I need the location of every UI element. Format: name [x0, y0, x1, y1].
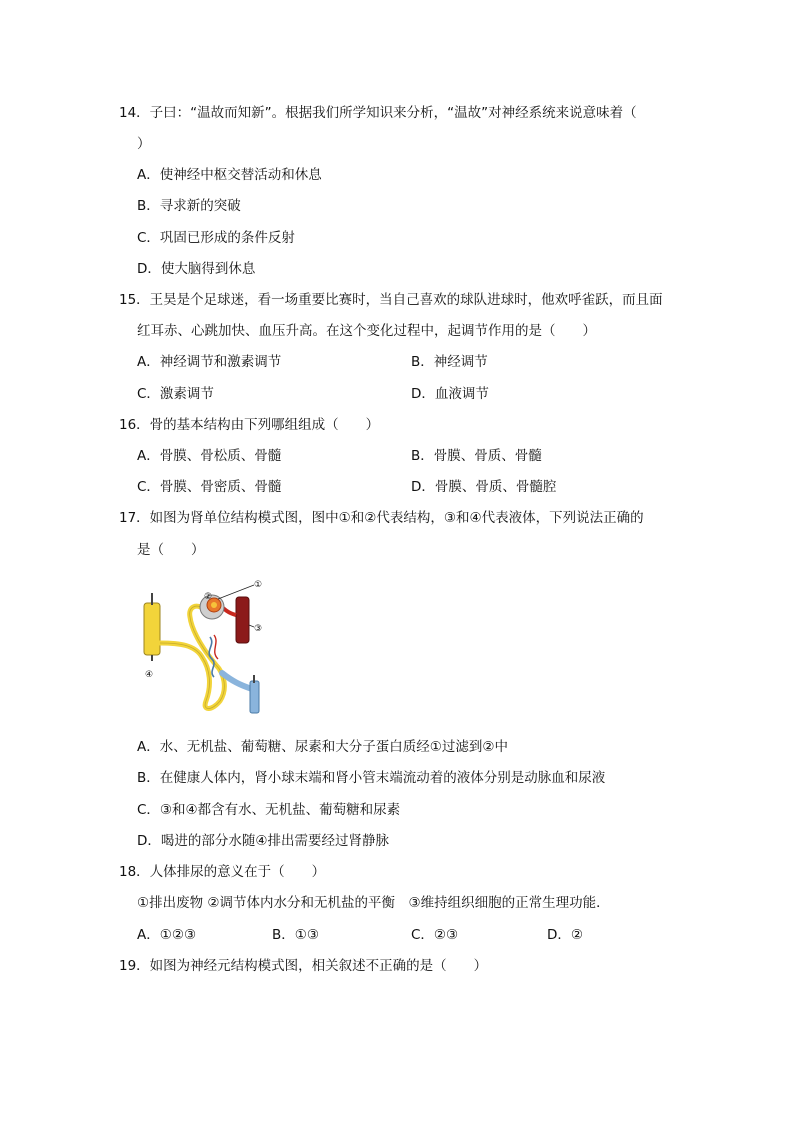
- figure-label-4: ④: [145, 670, 154, 680]
- q16-option-a: A．骨膜、骨松质、骨髓: [137, 448, 282, 464]
- figure-label-1: ①: [254, 580, 263, 590]
- collecting-duct: [144, 593, 160, 661]
- q18-option-c: C．②③: [411, 927, 459, 943]
- renal-vein: [222, 673, 259, 713]
- q18-option-b: B．①③: [272, 927, 319, 943]
- q14-option-c: C．巩固已形成的条件反射: [137, 230, 295, 246]
- q16-option-b: B．骨膜、骨质、骨髓: [411, 448, 542, 464]
- q14-option-b: B．寻求新的突破: [137, 198, 241, 214]
- renal-tubule: [160, 606, 224, 708]
- q17-option-a: A．水、无机盐、葡萄糖、尿素和大分子蛋白质经①过滤到②中: [137, 739, 508, 755]
- q17-option-d: D．喝进的部分水随④排出需要经过肾静脉: [137, 833, 389, 849]
- q17-option-b: B．在健康人体内，肾小球末端和肾小管末端流动着的液体分别是动脉血和尿液: [137, 770, 606, 786]
- q18-items: ①排出废物 ②调节体内水分和无机盐的平衡 ③维持组织细胞的正常生理功能．: [137, 895, 610, 911]
- q14-stem-line2: ）: [137, 136, 151, 152]
- q17-stem-line2: 是（ ）: [137, 542, 205, 558]
- figure-label-2: ②: [204, 592, 213, 602]
- q15-stem-line2: 红耳赤、心跳加快、血压升高。在这个变化过程中，起调节作用的是（ ）: [137, 323, 596, 339]
- q15-option-a: A．神经调节和激素调节: [137, 354, 282, 370]
- figure-label-3: ③: [254, 624, 263, 634]
- q15-option-d: D．血液调节: [411, 386, 489, 402]
- q14-option-d: D．使大脑得到休息: [137, 261, 256, 277]
- q16-option-d: D．骨膜、骨质、骨髓腔: [411, 479, 557, 495]
- q19-stem: 19．如图为神经元结构模式图，相关叙述不正确的是（ ）: [119, 958, 488, 974]
- q18-stem: 18．人体排尿的意义在于（ ）: [119, 864, 326, 880]
- q17-option-c: C．③和④都含有水、无机盐、葡萄糖和尿素: [137, 802, 401, 818]
- q18-option-a: A．①②③: [137, 927, 197, 943]
- q18-option-d: D．②: [547, 927, 583, 943]
- q16-option-c: C．骨膜、骨密质、骨髓: [137, 479, 282, 495]
- q15-option-b: B．神经调节: [411, 354, 488, 370]
- q14-option-a: A．使神经中枢交替活动和休息: [137, 167, 322, 183]
- q17-stem-line1: 17．如图为肾单位结构模式图，图中①和②代表结构，③和④代表液体，下列说法正确的: [119, 510, 644, 526]
- renal-artery: [220, 597, 249, 643]
- nephron-diagram: [140, 573, 280, 718]
- q15-option-c: C．激素调节: [137, 386, 214, 402]
- q16-stem: 16．骨的基本结构由下列哪组组成（ ）: [119, 417, 380, 433]
- q15-stem-line1: 15．王昊是个足球迷，看一场重要比赛时，当自己喜欢的球队进球时，他欢呼雀跃，而且面: [119, 292, 663, 308]
- q14-stem-line1: 14．子曰：“温故而知新”。根据我们所学知识来分析，“温故”对神经系统来说意味着（: [119, 105, 637, 121]
